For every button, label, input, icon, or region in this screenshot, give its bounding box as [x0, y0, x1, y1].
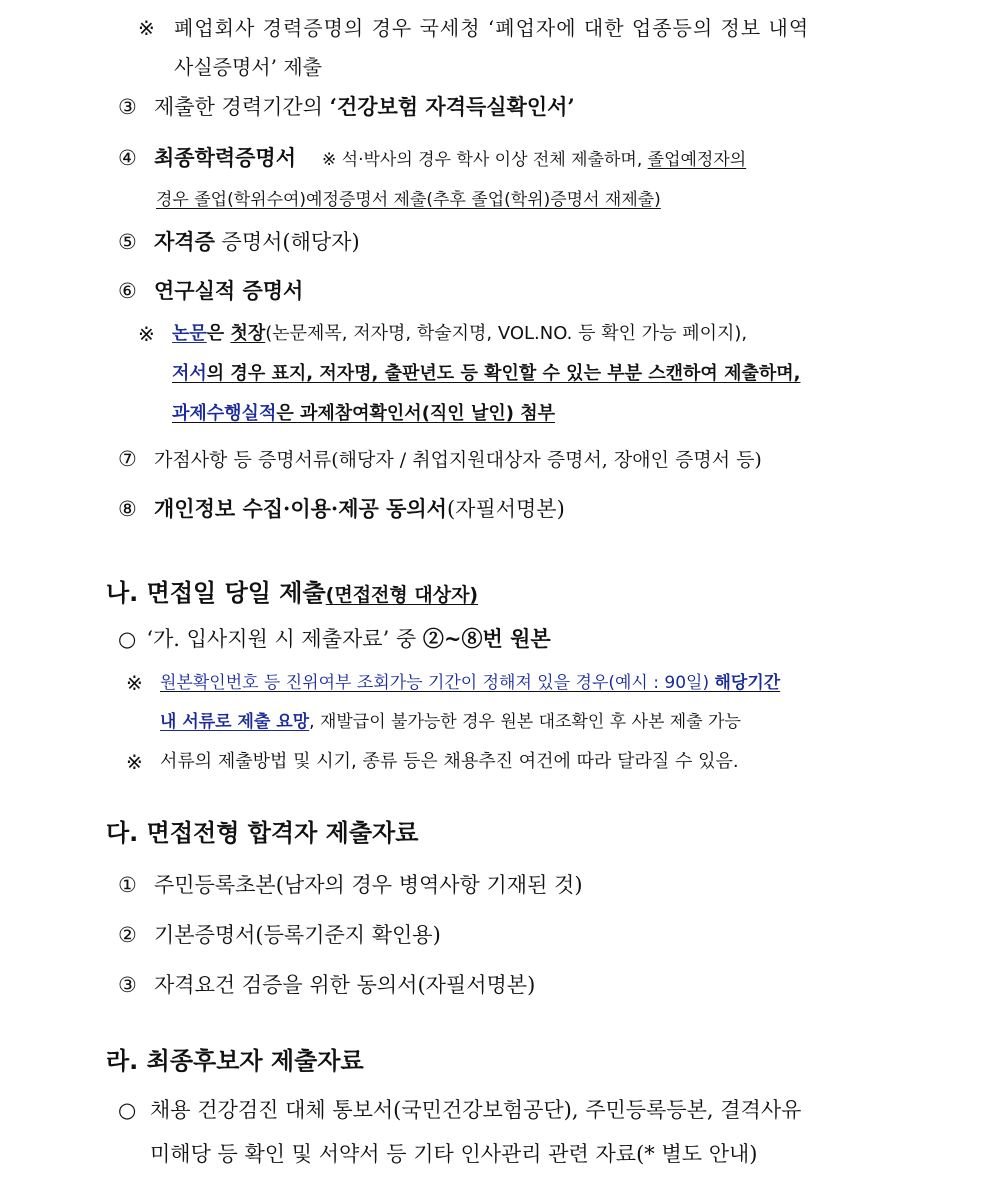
item-text: (자필서명본) [446, 497, 565, 521]
section-heading-text: 나. 면접일 당일 제출 [106, 579, 326, 607]
section-na-note1-line1 [160, 668, 780, 698]
bullet-bold-text: ②~⑧번 원본 [422, 626, 551, 651]
note-research-line1 [172, 319, 747, 349]
section-da-heading [106, 818, 418, 848]
item-note-text: 석·박사의 경우 학사 이상 전체 제출하며, [341, 150, 648, 170]
item-text: 가점사항 등 증명서류(해당자 / 취업지원대상자 증명서, 장애인 증명서 등) [154, 449, 762, 471]
item-text: 자격요건 검증을 위한 동의서(자필서명본) [154, 973, 536, 997]
note-closed-company-text: 폐업회사 경력증명의 경우 국세청 ‘폐업자에 대한 업종등의 정보 내역 [174, 16, 810, 40]
item-3-health-insurance [118, 92, 575, 122]
item-number: ⑦ [118, 447, 137, 471]
note-text: (논문제목, 저자명, 학술지명, VOL.NO. 등 확인 가능 페이지), [265, 323, 748, 344]
section-da-item-1 [118, 870, 583, 900]
item-text: 제출한 경력기간의 [154, 95, 330, 119]
section-heading-text: 라. 최종후보자 제출자료 [106, 1047, 364, 1075]
section-na-note2-mark [126, 747, 143, 777]
note-closed-company-mark [138, 13, 155, 43]
bullet-text: ‘가. 입사지원 시 제출자료’ 중 [146, 627, 423, 651]
section-na-note1-line2 [160, 707, 741, 737]
section-ra-heading [106, 1046, 364, 1076]
section-na-heading [106, 578, 478, 610]
highlight-books: 저서 [172, 363, 207, 384]
item-text: 기본증명서(등록기준지 확인용) [154, 923, 441, 947]
highlight-papers: 논문 [172, 323, 207, 344]
section-heading-text: 다. 면접전형 합격자 제출자료 [106, 819, 419, 847]
note-mark: ※ [138, 322, 155, 346]
item-4-final-education [118, 143, 746, 175]
item-7-bonus-documents [118, 444, 762, 475]
item-6-research-results [118, 276, 303, 306]
item-number: ⑥ [118, 279, 137, 303]
note-closed-company-line1 [174, 13, 896, 43]
note-mark: ※ [126, 750, 143, 774]
item-number: ⑧ [118, 497, 137, 521]
item-number: ③ [118, 95, 137, 119]
bullet-text: 채용 건강검진 대체 통보서(국민건강보험공단), 주민등록등본, 결격사유 [150, 1098, 802, 1122]
note-mark: ※ [322, 150, 337, 170]
item-note-underlined: 졸업예정자의 [647, 150, 747, 170]
note-underlined-first-page: 첫장 [230, 323, 266, 344]
item-note-underlined-2: 경우 졸업(학위수여)예정증명서 제출(추후 졸업(학위)증명서 재제출) [156, 190, 661, 210]
item-bold-text: 개인정보 수집·이용·제공 동의서 [154, 496, 447, 521]
note-text: , 재발급이 불가능한 경우 원본 대조확인 후 사본 제출 가능 [309, 712, 741, 732]
note-text: 서류의 제출방법 및 시기, 종류 등은 채용추진 여건에 따라 달라질 수 있음. [160, 751, 739, 772]
note-research-line2 [172, 359, 800, 389]
item-text: 증명서(해당자) [214, 230, 360, 254]
section-ra-bullet-mark [118, 1095, 136, 1125]
note-research-line3 [172, 399, 555, 429]
section-ra-line1 [150, 1095, 801, 1125]
bullet-text-2: 미해당 등 확인 및 서약서 등 기타 인사관리 관련 자료(* 별도 안내) [150, 1142, 758, 1166]
note-text: 은 과제참여확인서(직인 날인) 첨부 [276, 403, 556, 424]
section-na-bullet-line [118, 624, 551, 654]
note-mark: ※ [138, 16, 155, 40]
section-na-note2-line [160, 747, 739, 777]
section-ra-line2 [150, 1139, 757, 1169]
note-mark: ※ [126, 671, 143, 695]
item-8-privacy-consent [118, 494, 565, 524]
item-number: ① [118, 873, 137, 897]
section-heading-sub: (면접전형 대상자) [325, 584, 479, 606]
note-bold-blue-text-2: 내 서류로 제출 요망 [160, 712, 310, 732]
item-bold-text: 자격증 [154, 229, 215, 254]
note-research-mark [138, 319, 155, 349]
note-blue-text: 원본확인번호 등 진위여부 조회가능 기간이 정해져 있을 경우(예시 : 90일) [160, 673, 715, 693]
note-closed-company-text-2: 사실증명서’ 제출 [174, 55, 322, 79]
item-5-certificate [118, 227, 360, 257]
note-text: 의 경우 표지, 저자명, 출판년도 등 확인할 수 있는 부분 스캔하여 제출하며, [206, 363, 801, 384]
item-4-note-line2 [156, 185, 661, 215]
note-bold-text: 은 [206, 323, 231, 344]
item-bold-text: 연구실적 증명서 [154, 278, 304, 303]
section-da-item-3 [118, 970, 535, 1000]
note-closed-company-line2 [174, 52, 322, 82]
item-number: ② [118, 923, 137, 947]
item-text: 주민등록초본(남자의 경우 병역사항 기재된 것) [154, 873, 583, 897]
highlight-projects: 과제수행실적 [172, 403, 277, 424]
item-bold-text: ‘건강보험 자격득실확인서’ [329, 94, 575, 119]
section-na-note1-mark [126, 668, 143, 698]
item-number: ⑤ [118, 230, 137, 254]
item-bold-text: 최종학력증명서 [154, 145, 297, 170]
bullet-mark: ○ [118, 627, 137, 651]
note-bold-blue-text: 해당기간 [714, 673, 781, 693]
bullet-mark: ○ [118, 1098, 137, 1122]
item-number: ④ [118, 146, 137, 170]
section-da-item-2 [118, 920, 441, 950]
item-number: ③ [118, 973, 137, 997]
